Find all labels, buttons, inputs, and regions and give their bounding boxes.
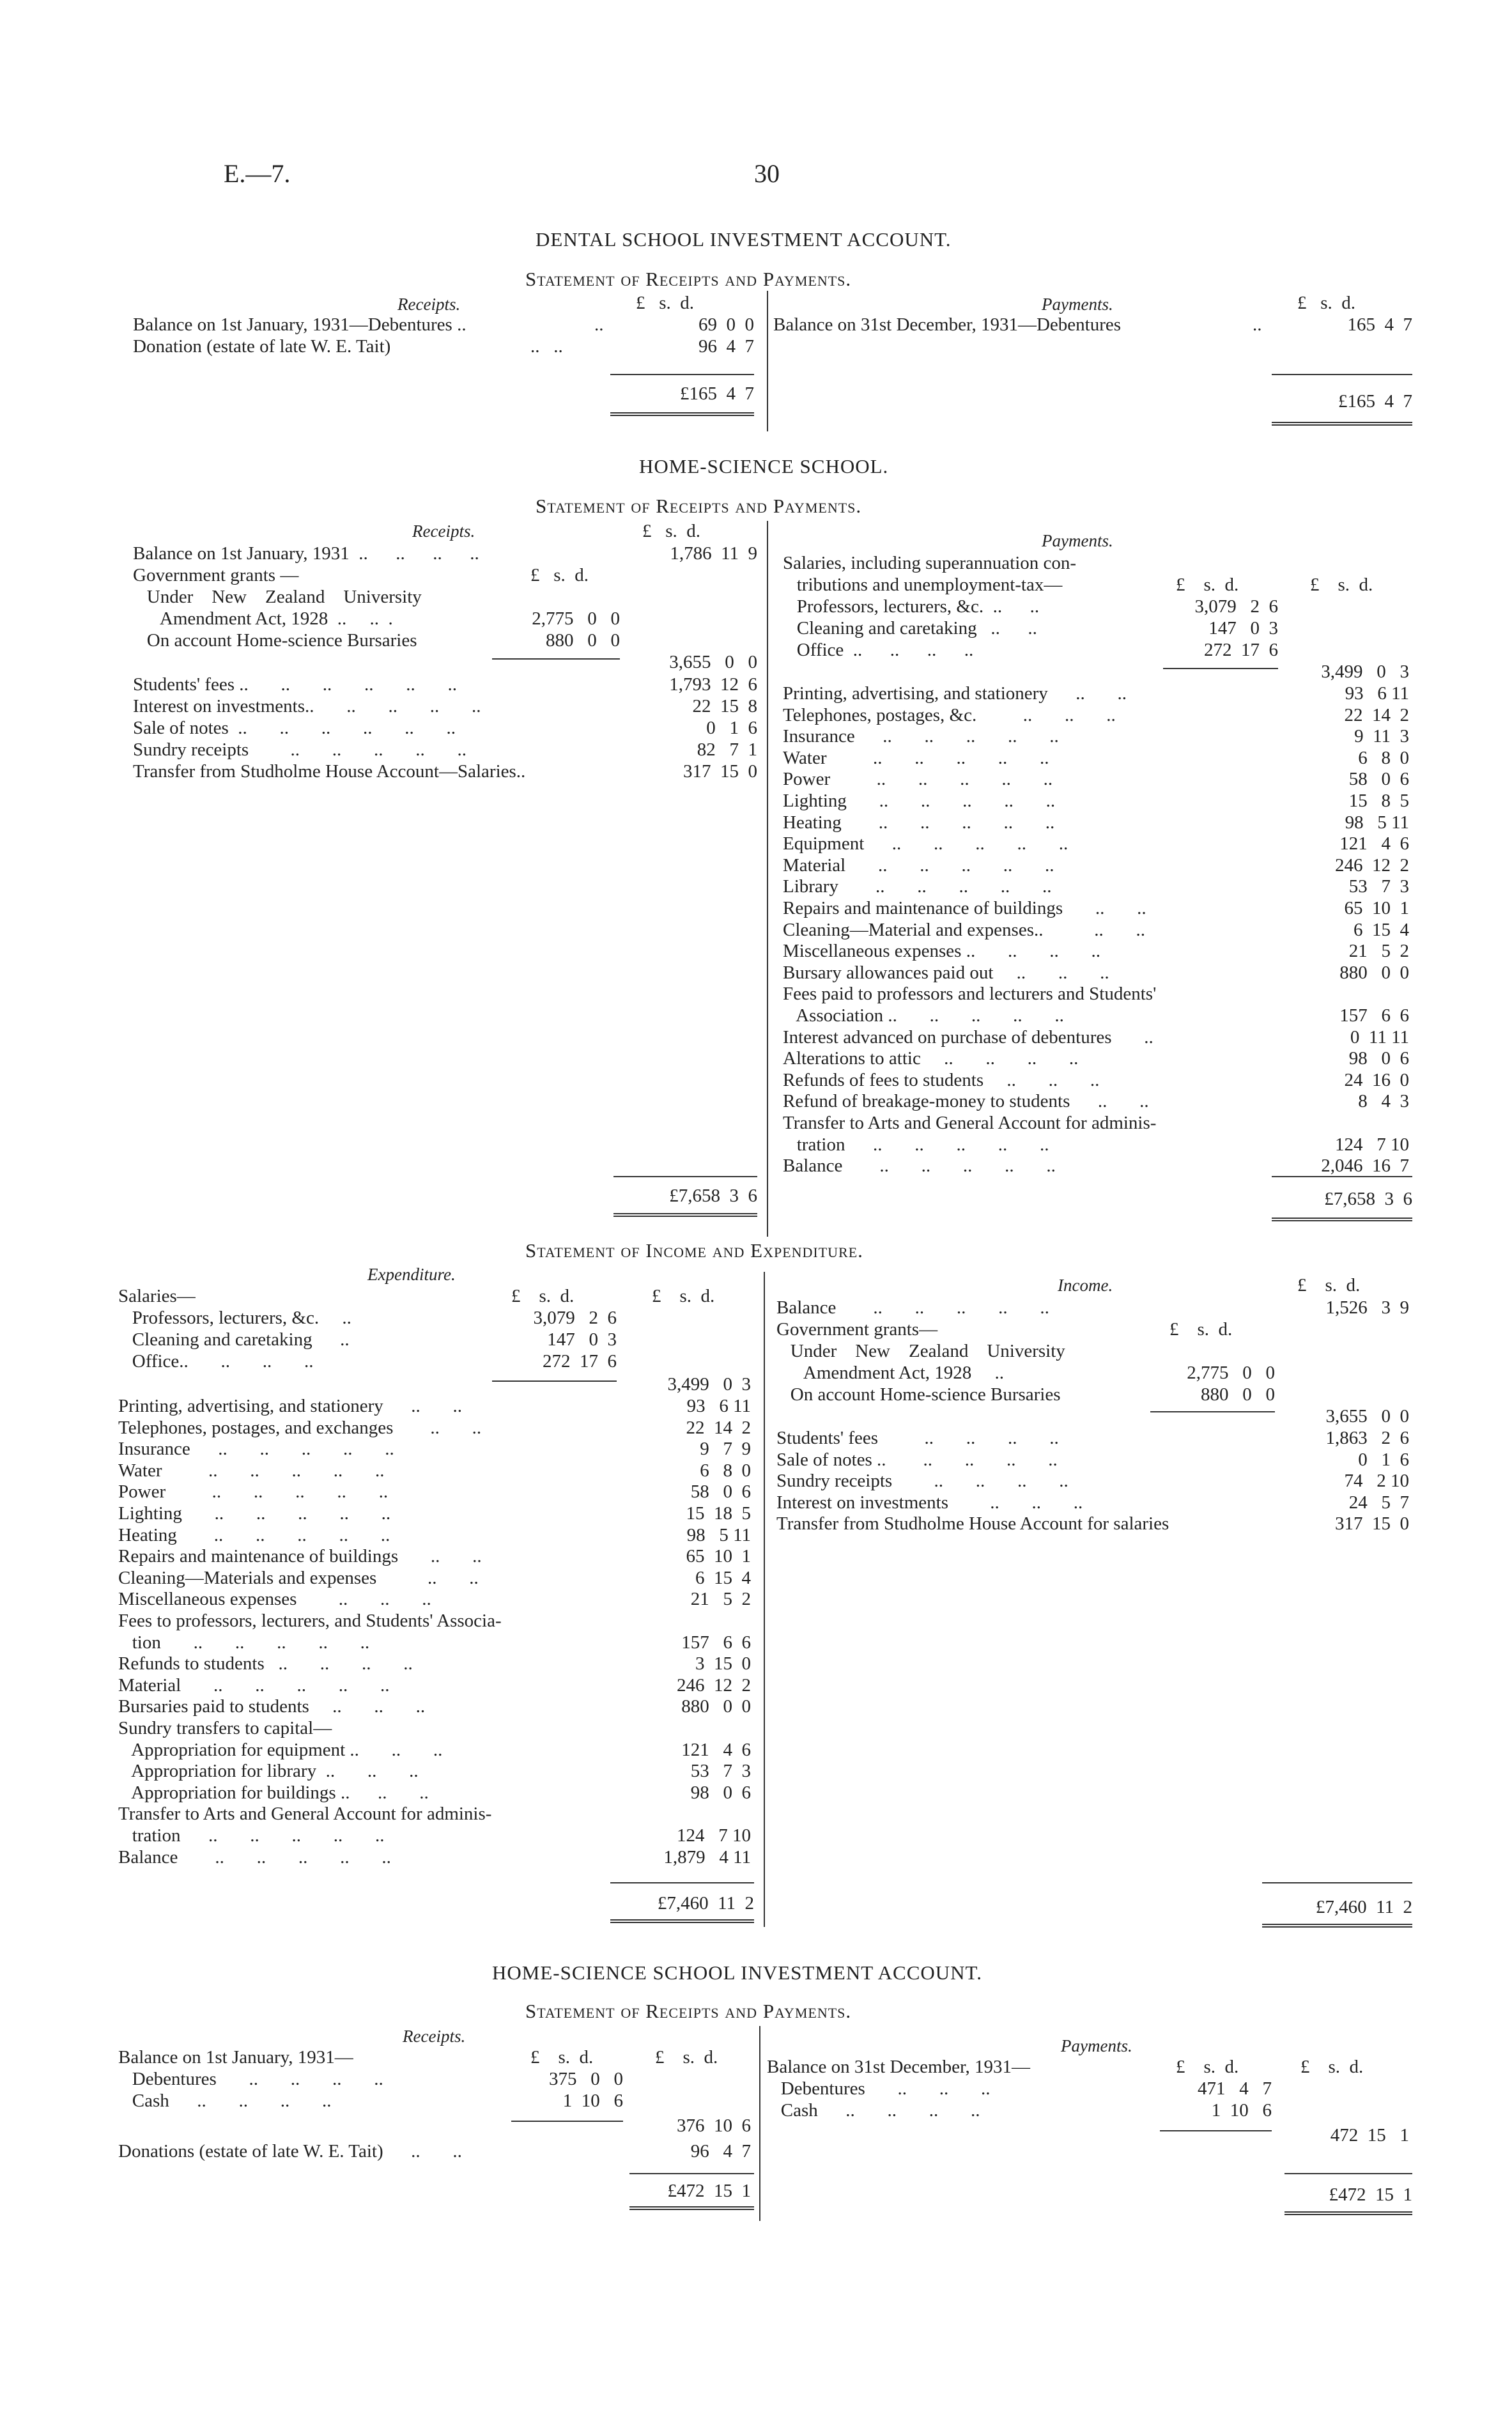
s3-exp-row-value: 9 7 9 [700, 1439, 751, 1460]
s4-rec-debentures-value: 375 0 0 [549, 2069, 623, 2089]
s4-rule-right [1284, 2173, 1412, 2174]
s1-total-right: £165 4 7 [1338, 391, 1412, 412]
s3-exp-row-value: 246 12 2 [677, 1674, 751, 1696]
s3-double-rule-right [1262, 1924, 1412, 1928]
s2-pay-sal-cleaning: Cleaning and caretaking .. .. [783, 618, 1037, 638]
s3-inc-row-value: 24 5 7 [1348, 1492, 1409, 1513]
s4-pay-line-1: Balance on 31st December, 1931— [767, 2057, 1030, 2077]
s3-income-heading: Income. [1058, 1276, 1113, 1295]
s2-pay-row-value: 22 14 2 [1344, 704, 1409, 725]
s3-exp-row-label: Printing, advertising, and stationery .. .. [118, 1396, 463, 1416]
s1-double-rule-right [1272, 422, 1412, 426]
s3-exp-salaries-head: Salaries— [118, 1286, 196, 1306]
s3-inc-row-value: 317 15 0 [1335, 1513, 1409, 1535]
s2-pay-row-value: 157 6 6 [1339, 1005, 1409, 1026]
s3-inc-line-4: Amendment Act, 1928 .. [776, 1363, 1005, 1383]
s3-exp-row-label: Fees to professors, lecturers, and Students' Associa- [118, 1611, 502, 1631]
s2-rec-sundry-value: 82 7 1 [697, 739, 757, 760]
s3-expenditure-heading: Expenditure. [367, 1265, 456, 1284]
s2-pay-row-label: Telephones, postages, &c. .. .. .. [783, 704, 1116, 725]
s4-payments-heading: Payments. [1061, 2036, 1132, 2055]
s3-inc-row-label: Students' fees .. .. .. .. [776, 1428, 1059, 1448]
s2-pay-row-label: Heating .. .. .. .. .. [783, 812, 1055, 833]
s3-exp-sal-professors: Professors, lecturers, &c. .. [118, 1308, 351, 1328]
s2-pay-row-label: Alterations to attic .. .. .. .. [783, 1048, 1079, 1069]
s2-pay-row-value: 65 10 1 [1344, 898, 1409, 918]
s1-title: DENTAL SCHOOL INVESTMENT ACCOUNT. [536, 228, 952, 251]
s2-rec-sundry: Sundry receipts .. .. .. .. .. [133, 739, 467, 760]
s2-unit-mid: £ s. d. [530, 565, 589, 585]
s4-rec-subtotal: 376 10 6 [677, 2115, 751, 2136]
s4-rec-cash-value: 1 10 6 [562, 2091, 623, 2111]
s3-double-rule-left [610, 1919, 754, 1923]
s2-rec-interest: Interest on investments.. .. .. .. .. [133, 696, 481, 716]
s1-receipts-heading: Receipts. [397, 295, 461, 314]
s2-pay-row-label: Refund of breakage-money to students .. .. [783, 1091, 1149, 1112]
s4-rule-left [629, 2173, 754, 2174]
s2-subtitle: Statement of Receipts and Payments. [536, 495, 862, 517]
s2-total-right: £7,658 3 6 [1324, 1189, 1412, 1209]
s4-rec-cash: Cash .. .. .. .. [118, 2091, 332, 2111]
s4-pay-debentures: Debentures .. .. .. [767, 2078, 991, 2099]
s2-pay-row-value: 9 11 3 [1354, 726, 1409, 747]
s2-receipts-heading: Receipts. [412, 522, 475, 541]
s2-pay-intro-2: tributions and unemployment-tax— [783, 575, 1063, 595]
s1-total-left: £165 4 7 [680, 383, 754, 404]
s3-exp-row-label: Insurance .. .. .. .. .. [118, 1439, 394, 1460]
s1-pay-1-dots: .. [1253, 314, 1262, 335]
s2-pay-sal-office: Office .. .. .. .. [783, 640, 974, 660]
s3-inc-line-5: On account Home-science Bursaries [776, 1384, 1061, 1405]
s2-rec-line-5: On account Home-science Bursaries [133, 630, 417, 651]
s3-exp-row-label: Cleaning—Materials and expenses .. .. [118, 1567, 479, 1588]
s3-inc-row-label: Interest on investments .. .. .. [776, 1492, 1083, 1513]
s3-exp-unit-right: £ s. d. [652, 1286, 715, 1306]
s2-pay-row-label: Transfer to Arts and General Account for adminis- [783, 1113, 1157, 1133]
s4-pay-sub-rule [1160, 2130, 1272, 2131]
s3-exp-sal-professors-value: 3,079 2 6 [533, 1308, 617, 1328]
s3-exp-row-label: Balance .. .. .. .. .. [118, 1846, 391, 1867]
s1-subtitle: Statement of Receipts and Payments. [525, 268, 852, 290]
s2-rule-left [613, 1176, 757, 1177]
s3-inc-row-label: Sundry receipts .. .. .. .. [776, 1471, 1068, 1492]
s4-rec-sub-rule [511, 2121, 623, 2122]
s3-rule-left [610, 1882, 754, 1883]
s3-exp-sal-total: 3,499 0 3 [667, 1374, 751, 1395]
s1-unit-right: £ s. d. [1297, 293, 1356, 313]
s3-exp-row-label: Water .. .. .. .. .. [118, 1460, 385, 1481]
s2-divider [767, 521, 768, 1237]
s3-exp-row-value: 157 6 6 [681, 1632, 751, 1653]
s2-pay-unit-right: £ s. d. [1310, 575, 1373, 595]
s4-rec-unit-right: £ s. d. [655, 2047, 718, 2068]
s2-pay-row-value: 21 5 2 [1348, 941, 1409, 962]
s3-inc-grant-2: 880 0 0 [1201, 1384, 1275, 1405]
s3-inc-grant-1: 2,775 0 0 [1187, 1363, 1275, 1383]
s2-unit-left: £ s. d. [642, 521, 701, 541]
s3-rule-right [1262, 1882, 1412, 1883]
s2-title: HOME-SCIENCE SCHOOL. [639, 455, 889, 477]
s2-pay-row-label: Cleaning—Material and expenses.. .. .. [783, 919, 1145, 940]
s3-exp-sal-rule [492, 1380, 617, 1382]
s4-pay-cash-value: 1 10 6 [1211, 2100, 1272, 2121]
s2-grant-rule [492, 658, 620, 660]
s3-exp-sal-cleaning: Cleaning and caretaking .. [118, 1329, 350, 1350]
s2-rec-line-4: Amendment Act, 1928 .. .. . [133, 608, 393, 629]
s1-rec-2-dots: .. .. [530, 336, 563, 357]
s3-exp-sal-cleaning-value: 147 0 3 [547, 1329, 617, 1350]
s3-exp-row-value: 124 7 10 [677, 1825, 751, 1846]
s1-rec-1-dots: .. [594, 314, 604, 335]
s2-pay-row-label: Library .. .. .. .. .. [783, 876, 1052, 897]
s2-pay-unit-mid: £ s. d. [1176, 575, 1239, 595]
s4-double-rule-left [629, 2206, 754, 2210]
s3-exp-row-value: 6 8 0 [700, 1460, 751, 1481]
s1-unit-left: £ s. d. [636, 293, 695, 313]
s3-inc-line-2: Government grants— [776, 1319, 938, 1340]
s2-pay-row-label: Association .. .. .. .. .. [783, 1005, 1064, 1026]
s2-pay-row-label: Repairs and maintenance of buildings .. .. [783, 898, 1146, 918]
s2-pay-row-label: Lighting .. .. .. .. .. [783, 791, 1056, 811]
s3-exp-row-label: Appropriation for library .. .. .. [118, 1761, 419, 1782]
page-number: 30 [754, 159, 780, 188]
s4-rec-unit-mid: £ s. d. [530, 2047, 594, 2068]
s3-exp-row-label: Repairs and maintenance of buildings .. .. [118, 1546, 482, 1567]
s2-pay-row-value: 124 7 10 [1335, 1134, 1409, 1155]
s3-exp-row-label: Power .. .. .. .. .. [118, 1481, 389, 1503]
s2-rec-transfer: Transfer from Studholme House Account—Salaries.. [133, 761, 526, 782]
s4-pay-subtotal: 472 15 1 [1330, 2125, 1409, 2146]
s3-exp-row-label: Telephones, postages, and exchanges .. .. [118, 1417, 482, 1438]
s3-subtitle: Statement of Income and Expenditure. [525, 1239, 863, 1262]
s2-rule-right [1272, 1176, 1412, 1177]
s2-pay-row-value: 98 5 11 [1345, 812, 1409, 833]
s4-pay-debentures-value: 471 4 7 [1198, 2078, 1272, 2099]
s3-exp-row-value: 121 4 6 [681, 1739, 751, 1760]
s3-total-left: £7,460 11 2 [657, 1893, 754, 1914]
s3-exp-row-label: Appropriation for equipment .. .. .. [118, 1739, 443, 1760]
s2-total-left: £7,658 3 6 [669, 1186, 757, 1206]
s3-exp-sal-office: Office.. .. .. .. [118, 1351, 314, 1372]
s3-exp-row-value: 21 5 2 [690, 1589, 751, 1610]
s2-pay-row-label: Water .. .. .. .. .. [783, 747, 1049, 768]
s2-rec-transfer-value: 317 15 0 [683, 761, 757, 782]
s2-rec-notes: Sale of notes .. .. .. .. .. .. [133, 718, 456, 738]
s4-rec-donations-value: 96 4 7 [690, 2141, 751, 2161]
s4-receipts-heading: Receipts. [403, 2027, 466, 2046]
s2-rec-line-3: Under New Zealand University [133, 587, 422, 607]
s1-divider [767, 291, 768, 431]
s3-exp-row-label: Heating .. .. .. .. .. [118, 1524, 390, 1545]
s2-pay-row-label: tration .. .. .. .. .. [783, 1134, 1049, 1155]
s2-grant-1: 2,775 0 0 [532, 608, 620, 629]
s3-exp-row-label: tion .. .. .. .. .. [118, 1632, 370, 1653]
s3-exp-unit-mid: £ s. d. [511, 1286, 575, 1306]
s2-rec-balance: 1,786 11 9 [670, 543, 757, 564]
s3-exp-row-value: 98 5 11 [686, 1524, 751, 1545]
s1-pay-1-value: 165 4 7 [1347, 314, 1412, 335]
s3-inc-line-3: Under New Zealand University [776, 1341, 1065, 1361]
s3-exp-row-label: tration .. .. .. .. .. [118, 1825, 385, 1846]
s3-exp-row-value: 53 7 3 [690, 1761, 751, 1782]
s2-pay-sal-professors-value: 3,079 2 6 [1194, 596, 1278, 617]
s4-total-left: £472 15 1 [667, 2181, 751, 2201]
s3-exp-row-value: 6 15 4 [695, 1567, 751, 1588]
s2-pay-row-label: Interest advanced on purchase of debentures .. [783, 1026, 1153, 1048]
s3-exp-row-label: Miscellaneous expenses .. .. .. [118, 1589, 431, 1610]
s3-exp-row-value: 22 14 2 [686, 1417, 751, 1438]
s2-rec-students-fees: Students' fees .. .. .. .. .. .. [133, 674, 458, 695]
s2-pay-row-value: 6 15 4 [1354, 919, 1409, 940]
s3-exp-row-label: Appropriation for buildings .. .. .. [118, 1782, 429, 1803]
s3-exp-row-label: Transfer to Arts and General Account for adminis- [118, 1804, 492, 1825]
s3-inc-row-value: 1,863 2 6 [1325, 1428, 1409, 1448]
s2-pay-sal-office-value: 272 17 6 [1204, 640, 1278, 660]
s1-rec-1-value: 69 0 0 [698, 314, 754, 335]
s3-exp-row-value: 880 0 0 [681, 1696, 751, 1717]
s2-pay-row-value: 2,046 16 7 [1321, 1156, 1409, 1177]
s3-total-right: £7,460 11 2 [1315, 1897, 1412, 1917]
s2-pay-row-value: 93 6 11 [1345, 683, 1409, 704]
s2-rec-line-2: Government grants — [133, 565, 299, 585]
s2-pay-row-label: Balance .. .. .. .. .. [783, 1156, 1056, 1177]
s2-double-rule-left [613, 1213, 757, 1217]
s1-rec-2-value: 96 4 7 [698, 336, 754, 357]
s2-rec-interest-value: 22 15 8 [692, 696, 757, 716]
s2-pay-sal-total: 3,499 0 3 [1321, 661, 1409, 682]
s3-exp-row-label: Refunds to students .. .. .. .. [118, 1653, 413, 1674]
s3-exp-row-label: Sundry transfers to capital— [118, 1718, 332, 1738]
s2-pay-row-label: Insurance .. .. .. .. .. [783, 726, 1059, 747]
s1-rule-left [610, 374, 754, 375]
s4-double-rule-right [1284, 2211, 1412, 2215]
s3-inc-row-label: Sale of notes .. .. .. .. .. [776, 1449, 1058, 1470]
s4-rec-donations: Donations (estate of late W. E. Tait) .. .. [118, 2141, 462, 2161]
s2-pay-row-value: 15 8 5 [1348, 791, 1409, 811]
s3-inc-unit-mid: £ s. d. [1169, 1319, 1233, 1340]
s2-pay-row-label: Bursary allowances paid out .. .. .. [783, 962, 1109, 983]
s2-pay-intro-1: Salaries, including superannuation con- [783, 553, 1077, 573]
s4-total-right: £472 15 1 [1329, 2184, 1412, 2205]
s3-exp-row-value: 3 15 0 [695, 1653, 751, 1674]
s1-double-rule-left [610, 412, 754, 416]
s3-inc-grant-rule [1150, 1411, 1275, 1412]
s2-double-rule-right [1272, 1218, 1412, 1221]
s2-pay-row-label: Refunds of fees to students .. .. .. [783, 1069, 1100, 1090]
s2-rec-line-1: Balance on 1st January, 1931 .. .. .. .. [133, 543, 479, 564]
s3-inc-unit-right: £ s. d. [1297, 1275, 1361, 1295]
s2-pay-row-value: 6 8 0 [1358, 747, 1409, 768]
s2-pay-row-label: Fees paid to professors and lecturers and Students' [783, 984, 1157, 1005]
s4-title: HOME-SCIENCE SCHOOL INVESTMENT ACCOUNT. [492, 1961, 982, 1984]
s3-exp-row-value: 98 0 6 [690, 1782, 751, 1803]
s1-payments-heading: Payments. [1042, 295, 1113, 314]
s2-payments-heading: Payments. [1042, 531, 1113, 550]
s1-rec-2-label: Donation (estate of late W. E. Tait) [133, 336, 391, 357]
s2-rec-notes-value: 0 1 6 [706, 718, 757, 738]
s3-inc-row-value: 74 2 10 [1344, 1471, 1409, 1492]
s3-exp-row-value: 65 10 1 [686, 1546, 751, 1567]
s2-pay-row-value: 880 0 0 [1339, 962, 1409, 983]
s1-rec-1-label: Balance on 1st January, 1931—Debentures .. [133, 314, 467, 335]
s4-rec-debentures: Debentures .. .. .. .. [118, 2069, 383, 2089]
s2-pay-row-value: 53 7 3 [1348, 876, 1409, 897]
s2-grant-total: 3,655 0 0 [669, 652, 757, 672]
s3-divider [764, 1272, 765, 1927]
s1-pay-1-label: Balance on 31st December, 1931—Debentures [773, 314, 1122, 335]
s3-inc-row-value: 0 1 6 [1358, 1449, 1409, 1470]
s3-exp-row-label: Lighting .. .. .. .. .. [118, 1503, 391, 1524]
s3-exp-row-value: 93 6 11 [686, 1396, 751, 1416]
s2-pay-row-value: 0 11 11 [1350, 1026, 1409, 1048]
s4-subtitle: Statement of Receipts and Payments. [525, 2000, 852, 2022]
s2-pay-row-value: 246 12 2 [1335, 854, 1409, 876]
s2-pay-row-label: Miscellaneous expenses .. .. .. .. [783, 941, 1100, 962]
s4-pay-cash: Cash .. .. .. .. [767, 2100, 980, 2121]
s2-pay-row-label: Power .. .. .. .. .. [783, 769, 1053, 790]
s3-exp-row-value: 58 0 6 [690, 1481, 751, 1503]
s3-inc-balance: 1,526 3 9 [1325, 1297, 1409, 1318]
s3-inc-row-label: Transfer from Studholme House Account for salaries [776, 1513, 1169, 1535]
s3-exp-row-value: 1,879 4 11 [663, 1846, 751, 1867]
s2-pay-row-value: 8 4 3 [1358, 1091, 1409, 1112]
s4-pay-unit-right: £ s. d. [1300, 2057, 1364, 2077]
s2-pay-row-label: Printing, advertising, and stationery .. .. [783, 683, 1127, 704]
s3-exp-row-label: Bursaries paid to students .. .. .. [118, 1696, 426, 1717]
s2-grant-2: 880 0 0 [546, 630, 620, 651]
s2-pay-row-label: Material .. .. .. .. .. [783, 854, 1054, 876]
s3-exp-row-value: 15 18 5 [686, 1503, 751, 1524]
s4-divider [759, 2026, 760, 2221]
s4-pay-unit-mid: £ s. d. [1176, 2057, 1239, 2077]
s3-exp-sal-office-value: 272 17 6 [543, 1351, 617, 1372]
s2-pay-sal-cleaning-value: 147 0 3 [1208, 618, 1278, 638]
s1-rule-right [1272, 374, 1412, 375]
s3-inc-grant-total: 3,655 0 0 [1325, 1406, 1409, 1427]
s3-inc-line-1: Balance .. .. .. .. .. [776, 1297, 1049, 1318]
s2-pay-row-label: Equipment .. .. .. .. .. [783, 833, 1068, 854]
s2-pay-row-value: 121 4 6 [1339, 833, 1409, 854]
s2-pay-row-value: 98 0 6 [1348, 1048, 1409, 1069]
s2-pay-sal-professors: Professors, lecturers, &c. .. .. [783, 596, 1040, 617]
s3-exp-row-label: Material .. .. .. .. .. [118, 1674, 390, 1696]
s2-pay-row-value: 24 16 0 [1344, 1069, 1409, 1090]
report-ref: E.—7. [224, 159, 291, 188]
s2-pay-sal-rule [1163, 668, 1278, 669]
s2-pay-row-value: 58 0 6 [1348, 769, 1409, 790]
s4-rec-line-1: Balance on 1st January, 1931— [118, 2047, 353, 2068]
s2-rec-students-fees-value: 1,793 12 6 [669, 674, 757, 695]
